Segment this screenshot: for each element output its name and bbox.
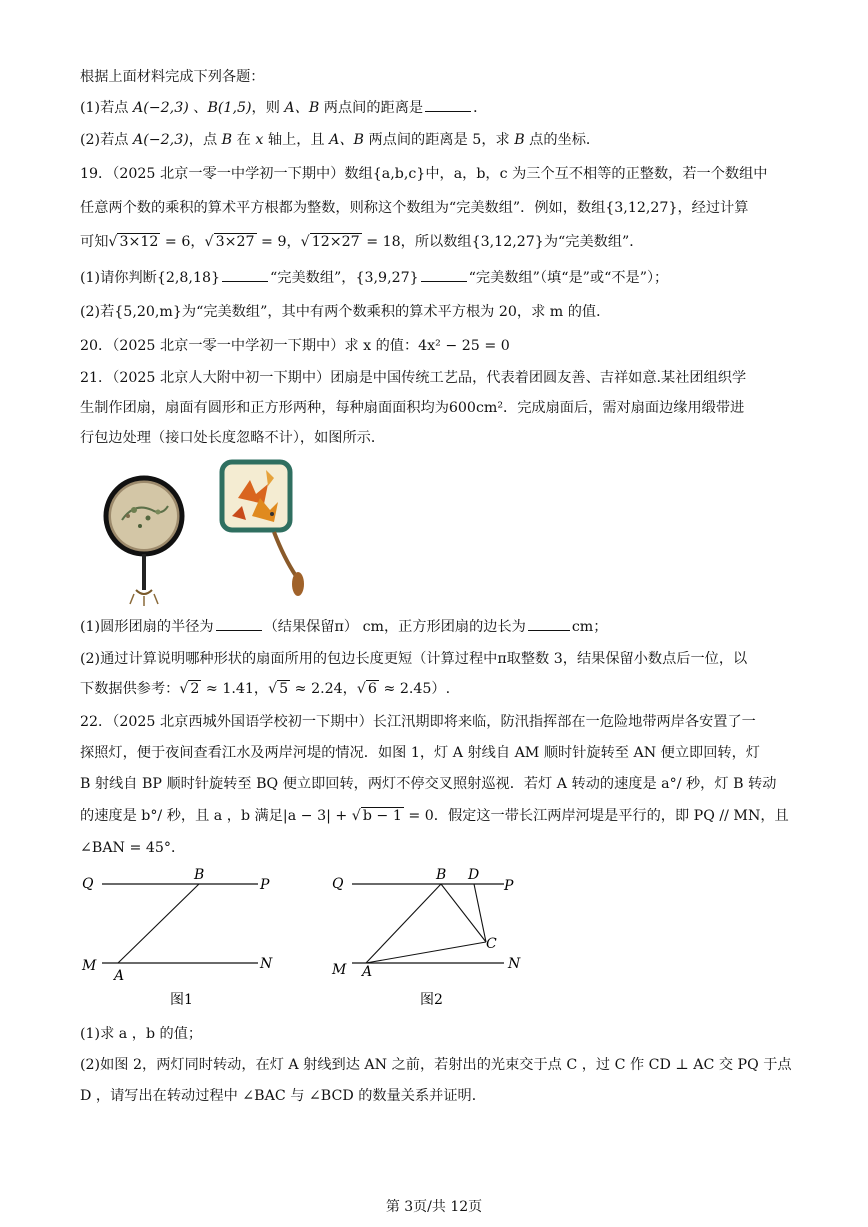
q21-line3: 行包边处理（接口处长度忽略不计），如图所示． — [80, 430, 386, 446]
q22-line4: 的速度是 b°/ 秒，且 a ，b 满足|a − 3| + √ b − 1 = 0．假定这一带长江两岸河堤是平行的，即 PQ // MN，且 — [80, 808, 789, 824]
segment-dc — [474, 884, 486, 942]
segment-bc — [441, 884, 486, 942]
answer-blank[interactable] — [216, 618, 262, 631]
sqrt-sign: √ 3×27 — [204, 234, 255, 250]
page-footer: 第 3页/共 12页 — [385, 1199, 483, 1215]
answer-blank[interactable] — [528, 618, 570, 631]
q21-line2: 生制作团扇，扇面有圆形和正方形两种，每种扇面面积均为600cm²．完成扇面后，需对扇面边缘用缎带进 — [80, 400, 745, 416]
label-m: M — [82, 958, 97, 974]
segment-ab — [118, 884, 199, 963]
label-b: B — [194, 867, 205, 883]
sqrt-sign: √ 3×12 — [108, 234, 159, 250]
square-fan-image — [212, 458, 332, 608]
q18-part1: (1)若点 A(−2,3) 、B(1,5)，则 A、B 两点间的距离是 ． — [80, 100, 488, 116]
q19-line1: 19．（2025 北京一零一中学初一下期中）数组{a,b,c}中，a，b，c 为三个互不相等的正整数，若一个数组中 — [80, 166, 768, 182]
label-p: P — [504, 878, 514, 894]
answer-blank[interactable] — [421, 269, 467, 282]
label-q: Q — [82, 876, 94, 892]
label-c: C — [486, 936, 497, 952]
q19-part1: (1)请你判断{2,8,18} “完美数组”，{3,9,27} “完美数组”（填“是”或“不是”）； — [80, 270, 669, 286]
q22-line2: 探照灯，便于夜间查看江水及两岸河堤的情况．如图 1，灯 A 射线自 AM 顺时针旋转至 AN 便立即回转，灯 — [80, 745, 760, 761]
label-m: M — [332, 962, 347, 978]
label-p: P — [260, 877, 270, 893]
q20-text: 20．（2025 北京一零一中学初一下期中）求 x 的值：4x² − 25 = 0 — [80, 338, 510, 354]
figure-1-diagram — [78, 862, 298, 1012]
sqrt-sign: √ 5 — [268, 681, 289, 697]
q18-part2: (2)若点 A(−2,3)，点 B 在 x 轴上，且 A、B 两点间的距离是 5，求 B 点的坐标． — [80, 132, 601, 148]
figure-2-diagram — [328, 862, 548, 1012]
q22-part2-line1: (2)如图 2，两灯同时转动，在灯 A 射线到达 AN 之前，若射出的光束交于点 C ，过 C 作 CD ⊥ AC 交 PQ 于点 — [80, 1057, 792, 1073]
label-a: A — [362, 964, 373, 980]
answer-blank[interactable] — [222, 269, 268, 282]
q21-part1: (1)圆形团扇的半径为 （结果保留π） cm，正方形团扇的边长为 cm； — [80, 619, 608, 635]
q21-line1: 21．（2025 北京人大附中初一下期中）团扇是中国传统工艺品，代表着团圆友善、吉祥如意.某社团组织学 — [80, 370, 747, 386]
q19-part2: (2)若{5,20,m}为“完美数组”，其中有两个数乘积的算术平方根为 20，求 m 的值． — [80, 304, 611, 320]
sqrt-sign: √ 12×27 — [300, 234, 360, 250]
label-n: N — [508, 956, 521, 972]
intro-text: 根据上面材料完成下列各题： — [80, 69, 265, 85]
sqrt-sign: √ 6 — [356, 681, 377, 697]
label-n: N — [260, 956, 273, 972]
segment-ac — [366, 942, 486, 963]
label-b: B — [436, 867, 447, 883]
sqrt-sign: √ b − 1 — [351, 808, 402, 824]
q22-line3: B 射线自 BP 顺时针旋转至 BQ 便立即回转，两灯不停交叉照射巡视．若灯 A 转动的速度是 a°/ 秒，灯 B 转动 — [80, 776, 777, 792]
figure-1-label: 图1 — [170, 992, 193, 1008]
q21-part2-line1: (2)通过计算说明哪种形状的扇面所用的包边长度更短（计算过程中π取整数 3，结果保留小数点后一位，以 — [80, 651, 748, 667]
q22-part1: (1)求 a ，b 的值； — [80, 1026, 203, 1042]
q19-line2: 任意两个数的乘积的算术平方根都为整数，则称这个数组为“完美数组”．例如，数组{3,12,27}，经过计算 — [80, 200, 749, 216]
q19-line3: 可知√ 3×12 = 6，√ 3×27 = 9，√ 12×27 = 18，所以数组{3,12,27}为“完美数组”． — [80, 234, 644, 250]
label-a: A — [114, 968, 125, 984]
q22-line5: ∠BAN = 45°． — [80, 840, 186, 856]
q21-part2-line2: 下数据供参考：√ 2 ≈ 1.41，√ 5 ≈ 2.24，√ 6 ≈ 2.45）. — [80, 681, 451, 697]
q22-line1: 22．（2025 北京西城外国语学校初一下期中）长江汛期即将来临，防汛指挥部在一危险地带两岸各安置了一 — [80, 714, 756, 730]
segment-ab — [366, 884, 441, 963]
answer-blank[interactable] — [425, 99, 471, 112]
q22-part2-line2: D ，请写出在转动过程中 ∠BAC 与 ∠BCD 的数量关系并证明． — [80, 1088, 486, 1104]
label-d: D — [468, 867, 480, 883]
figure-2-label: 图2 — [420, 992, 443, 1008]
label-q: Q — [332, 876, 344, 892]
sqrt-sign: √ 2 — [179, 681, 200, 697]
